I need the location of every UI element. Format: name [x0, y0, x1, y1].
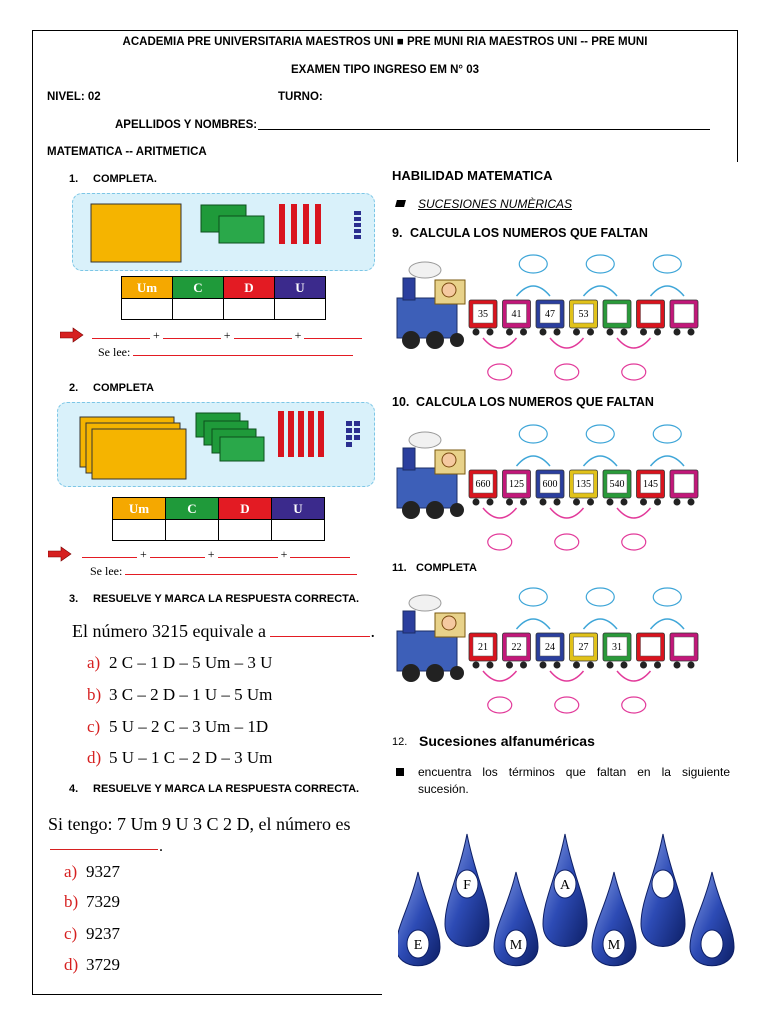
- pink-arrow: [617, 508, 651, 518]
- blue-bubble: [653, 255, 681, 273]
- wheel: [520, 329, 527, 336]
- cell-d[interactable]: [224, 299, 275, 320]
- car-number: 27: [578, 642, 589, 653]
- q2-number: 2.: [69, 382, 79, 394]
- car-number: 47: [545, 309, 555, 320]
- blank[interactable]: [304, 338, 362, 339]
- pink-bubble: [488, 697, 512, 713]
- drop-letter: F: [463, 878, 471, 893]
- q3-answer-blank[interactable]: [270, 636, 370, 637]
- wheel: [640, 329, 647, 336]
- header-d: D: [219, 498, 272, 520]
- header-u: U: [275, 277, 326, 299]
- pink-arrow: [617, 338, 651, 348]
- names-line[interactable]: [258, 129, 710, 130]
- cell-c[interactable]: [166, 520, 219, 541]
- car-number: 600: [542, 479, 558, 490]
- frame-left-line: [32, 30, 33, 995]
- red-arrow-icon: [60, 327, 84, 348]
- pink-bubble: [488, 534, 512, 550]
- q1-blocks-panel: [72, 193, 375, 271]
- pink-bubble: [555, 534, 579, 550]
- q2-place-value-table: [112, 497, 325, 541]
- car-number: 22: [511, 642, 522, 653]
- wheel: [473, 329, 480, 336]
- car-number: 41: [511, 309, 522, 320]
- wheel: [426, 331, 444, 349]
- wheel: [640, 499, 647, 506]
- pink-bubble: [622, 697, 646, 713]
- chimney: [403, 611, 415, 633]
- blank[interactable]: [150, 557, 205, 558]
- wheel: [587, 329, 594, 336]
- blue-arrow: [517, 619, 551, 629]
- car-number: 35: [478, 309, 488, 320]
- car-number: 660: [475, 479, 491, 490]
- pink-arrow: [550, 338, 584, 348]
- drop-letter: A: [559, 878, 571, 893]
- plus: +: [294, 328, 302, 342]
- q3-option-b[interactable]: b) 3 C – 2 D – 1 U – 5 Um: [87, 685, 273, 704]
- wheel: [688, 329, 695, 336]
- wheel: [554, 499, 561, 506]
- q11-train: [395, 583, 735, 718]
- conductor-face: [442, 453, 456, 467]
- q2-sum-line: [82, 547, 350, 562]
- car-window: [674, 637, 694, 656]
- se-lee-blank[interactable]: [125, 574, 357, 575]
- q3-statement: El número 3215 equivale a .: [72, 621, 375, 641]
- wheel: [506, 662, 513, 669]
- conductor-face: [442, 616, 456, 630]
- q12-title: Sucesiones alfanuméricas: [419, 733, 595, 749]
- drop-window: [701, 930, 723, 958]
- plus: +: [140, 547, 147, 561]
- exam-title: EXAMEN TIPO INGRESO EM N° 03: [291, 64, 479, 76]
- wheel: [402, 501, 420, 519]
- chimney: [403, 448, 415, 470]
- blue-arrow: [651, 619, 685, 629]
- blue-bubble: [586, 255, 614, 273]
- wheel: [450, 666, 464, 680]
- wheel: [621, 662, 628, 669]
- pink-arrow: [617, 671, 651, 681]
- plus: +: [207, 547, 215, 561]
- car-number: 125: [509, 479, 524, 490]
- q12-drops: [398, 832, 736, 972]
- wheel: [487, 329, 494, 336]
- q1-se-lee: [98, 345, 353, 360]
- nivel-label: NIVEL: 02: [47, 91, 101, 103]
- wheel: [540, 662, 547, 669]
- q9-number: 9.: [392, 226, 403, 240]
- blue-bubble: [653, 588, 681, 606]
- blue-arrow: [517, 286, 551, 296]
- q9-title: CALCULA LOS NUMEROS QUE FALTAN: [410, 226, 648, 240]
- drop-window: [652, 870, 674, 898]
- base-ten-blocks-q2: [58, 403, 376, 488]
- q3-option-a[interactable]: a) 2 C – 1 D – 5 Um – 3 U: [87, 653, 273, 672]
- blue-arrow: [584, 286, 618, 296]
- frame-top-line: [32, 30, 738, 31]
- pink-bubble: [488, 364, 512, 380]
- wheel: [607, 662, 614, 669]
- wheel: [674, 329, 681, 336]
- blank[interactable]: [92, 338, 150, 339]
- section-title: HABILIDAD MATEMATICA: [392, 168, 553, 183]
- wheel: [573, 499, 580, 506]
- header-um: Um: [122, 277, 173, 299]
- q1-title: COMPLETA.: [93, 173, 157, 185]
- wheel: [520, 499, 527, 506]
- chimney: [403, 278, 415, 300]
- wheel: [540, 329, 547, 336]
- wheel: [473, 499, 480, 506]
- wheel: [674, 662, 681, 669]
- cell-um[interactable]: [122, 299, 173, 320]
- q3-statement-text: El número 3215 equivale a: [72, 621, 266, 641]
- wheel: [426, 501, 444, 519]
- q1-sum-line: [92, 328, 362, 343]
- blue-arrow: [584, 456, 618, 466]
- car-window: [641, 637, 661, 656]
- blue-arrow: [584, 619, 618, 629]
- car-window: [607, 304, 627, 323]
- q3-number: 3.: [69, 593, 79, 605]
- blue-bubble: [519, 255, 547, 273]
- pink-arrow: [483, 508, 517, 518]
- car-number: 53: [578, 309, 589, 320]
- sequences-label: SUCESIONES NUMÈRICAS: [418, 197, 573, 211]
- q4-statement: Si tengo: 7 Um 9 U 3 C 2 D, el número es: [48, 814, 351, 834]
- base-ten-blocks-q1: [73, 194, 376, 272]
- q11-title: COMPLETA: [416, 562, 477, 574]
- cell-u[interactable]: [272, 520, 325, 541]
- wheel: [520, 662, 527, 669]
- pink-arrow: [483, 338, 517, 348]
- wheel: [426, 664, 444, 682]
- blue-bubble: [586, 588, 614, 606]
- q2-blocks-panel: [57, 402, 375, 487]
- blue-bubble: [519, 425, 547, 443]
- q9-train: [395, 250, 735, 385]
- blank[interactable]: [82, 557, 137, 558]
- turno-label: TURNO:: [278, 91, 323, 103]
- q3-option-c[interactable]: c) 5 U – 2 C – 3 Um – 1D: [87, 717, 269, 736]
- header-u: U: [272, 498, 325, 520]
- car-window: [641, 304, 661, 323]
- q3-title: RESUELVE Y MARCA LA RESPUESTA CORRECTA.: [93, 593, 360, 605]
- wheel: [654, 499, 661, 506]
- wheel: [654, 662, 661, 669]
- q4-option-c[interactable]: c) 9237: [64, 924, 120, 943]
- blank[interactable]: [218, 557, 278, 558]
- q4-number: 4.: [69, 783, 79, 795]
- blue-arrow: [651, 456, 685, 466]
- plus: +: [153, 328, 160, 342]
- blank[interactable]: [163, 338, 221, 339]
- wheel: [450, 503, 464, 517]
- frame-right-line: [737, 30, 738, 162]
- pink-bubble: [555, 364, 579, 380]
- blue-bubble: [653, 425, 681, 443]
- wheel: [506, 329, 513, 336]
- se-lee-blank[interactable]: [133, 355, 353, 356]
- bullet-icon: [395, 200, 406, 207]
- pink-bubble: [622, 364, 646, 380]
- plus: +: [280, 547, 288, 561]
- frame-bottom-line: [32, 994, 382, 995]
- se-lee-label: Se lee:: [98, 345, 131, 359]
- wheel: [554, 329, 561, 336]
- drop-letter: M: [509, 938, 523, 953]
- pink-arrow: [550, 508, 584, 518]
- wheel: [688, 662, 695, 669]
- wheel: [573, 662, 580, 669]
- wheel: [654, 329, 661, 336]
- cell-u[interactable]: [275, 299, 326, 320]
- smoke-cloud: [409, 262, 441, 278]
- drop-letter: M: [607, 938, 621, 953]
- q11-number: 11.: [392, 562, 407, 574]
- pink-bubble: [555, 697, 579, 713]
- header-c: C: [173, 277, 224, 299]
- bullet-icon: [396, 768, 404, 776]
- car-window: [674, 474, 694, 493]
- q3-option-d[interactable]: d) 5 U – 1 C – 2 D – 3 Um: [87, 748, 273, 767]
- drop-letter: E: [413, 938, 423, 953]
- wheel: [688, 499, 695, 506]
- subject-label: MATEMATICA -- ARITMETICA: [47, 146, 207, 158]
- smoke-cloud: [409, 595, 441, 611]
- wheel: [640, 662, 647, 669]
- q10-train: [395, 420, 735, 555]
- car-number: 135: [576, 479, 591, 490]
- q10-number: 10.: [392, 395, 410, 409]
- wheel: [607, 329, 614, 336]
- q4-answer-blank[interactable]: [50, 849, 158, 850]
- car-window: [674, 304, 694, 323]
- wheel: [450, 333, 464, 347]
- conductor-face: [442, 283, 456, 297]
- car-number: 31: [612, 642, 622, 653]
- q4-option-b[interactable]: b) 7329: [64, 892, 120, 911]
- wheel: [487, 499, 494, 506]
- wheel: [506, 499, 513, 506]
- blank[interactable]: [290, 557, 350, 558]
- car-number: 145: [643, 479, 658, 490]
- car-number: 21: [478, 642, 488, 653]
- academy-title: ACADEMIA PRE UNIVERSITARIA MAESTROS UNI ■ PRE MUNI RIA MAESTROS UNI -- PRE MUNI: [122, 36, 648, 48]
- pink-bubble: [622, 534, 646, 550]
- wheel: [473, 662, 480, 669]
- wheel: [487, 662, 494, 669]
- wheel: [402, 331, 420, 349]
- car-number: 540: [609, 479, 625, 490]
- red-arrow-icon: [48, 546, 72, 567]
- wheel: [621, 499, 628, 506]
- q1-place-value-table: [121, 276, 326, 320]
- cell-c[interactable]: [173, 299, 224, 320]
- wheel: [573, 329, 580, 336]
- q2-title: COMPLETA: [93, 382, 154, 394]
- q4-period: .: [159, 838, 163, 855]
- blue-bubble: [586, 425, 614, 443]
- names-label: APELLIDOS Y NOMBRES:: [115, 119, 258, 131]
- wheel: [554, 662, 561, 669]
- wheel: [587, 499, 594, 506]
- wheel: [621, 329, 628, 336]
- header-d: D: [224, 277, 275, 299]
- wheel: [402, 664, 420, 682]
- pink-arrow: [550, 671, 584, 681]
- wheel: [607, 499, 614, 506]
- q2-se-lee: [90, 564, 357, 579]
- car-number: 24: [545, 642, 555, 653]
- blank[interactable]: [234, 338, 292, 339]
- header-um: Um: [113, 498, 166, 520]
- wheel: [540, 499, 547, 506]
- pink-arrow: [483, 671, 517, 681]
- q1-number: 1.: [69, 173, 79, 185]
- wheel: [587, 662, 594, 669]
- q4-title: RESUELVE Y MARCA LA RESPUESTA CORRECTA.: [93, 783, 360, 795]
- blue-bubble: [519, 588, 547, 606]
- smoke-cloud: [409, 432, 441, 448]
- wheel: [674, 499, 681, 506]
- q4-option-a[interactable]: a) 9327: [64, 862, 120, 881]
- cell-d[interactable]: [219, 520, 272, 541]
- header-c: C: [166, 498, 219, 520]
- q12-instruction: encuentra los términos que faltan en la siguiente sucesión.: [418, 765, 730, 796]
- blue-arrow: [651, 286, 685, 296]
- q4-option-d[interactable]: d) 3729: [64, 955, 120, 974]
- q10-title: CALCULA LOS NUMEROS QUE FALTAN: [416, 395, 654, 409]
- blue-arrow: [517, 456, 551, 466]
- cell-um[interactable]: [113, 520, 166, 541]
- q12-number: 12.: [392, 736, 408, 748]
- se-lee-label: Se lee:: [90, 564, 123, 578]
- plus: +: [223, 328, 231, 342]
